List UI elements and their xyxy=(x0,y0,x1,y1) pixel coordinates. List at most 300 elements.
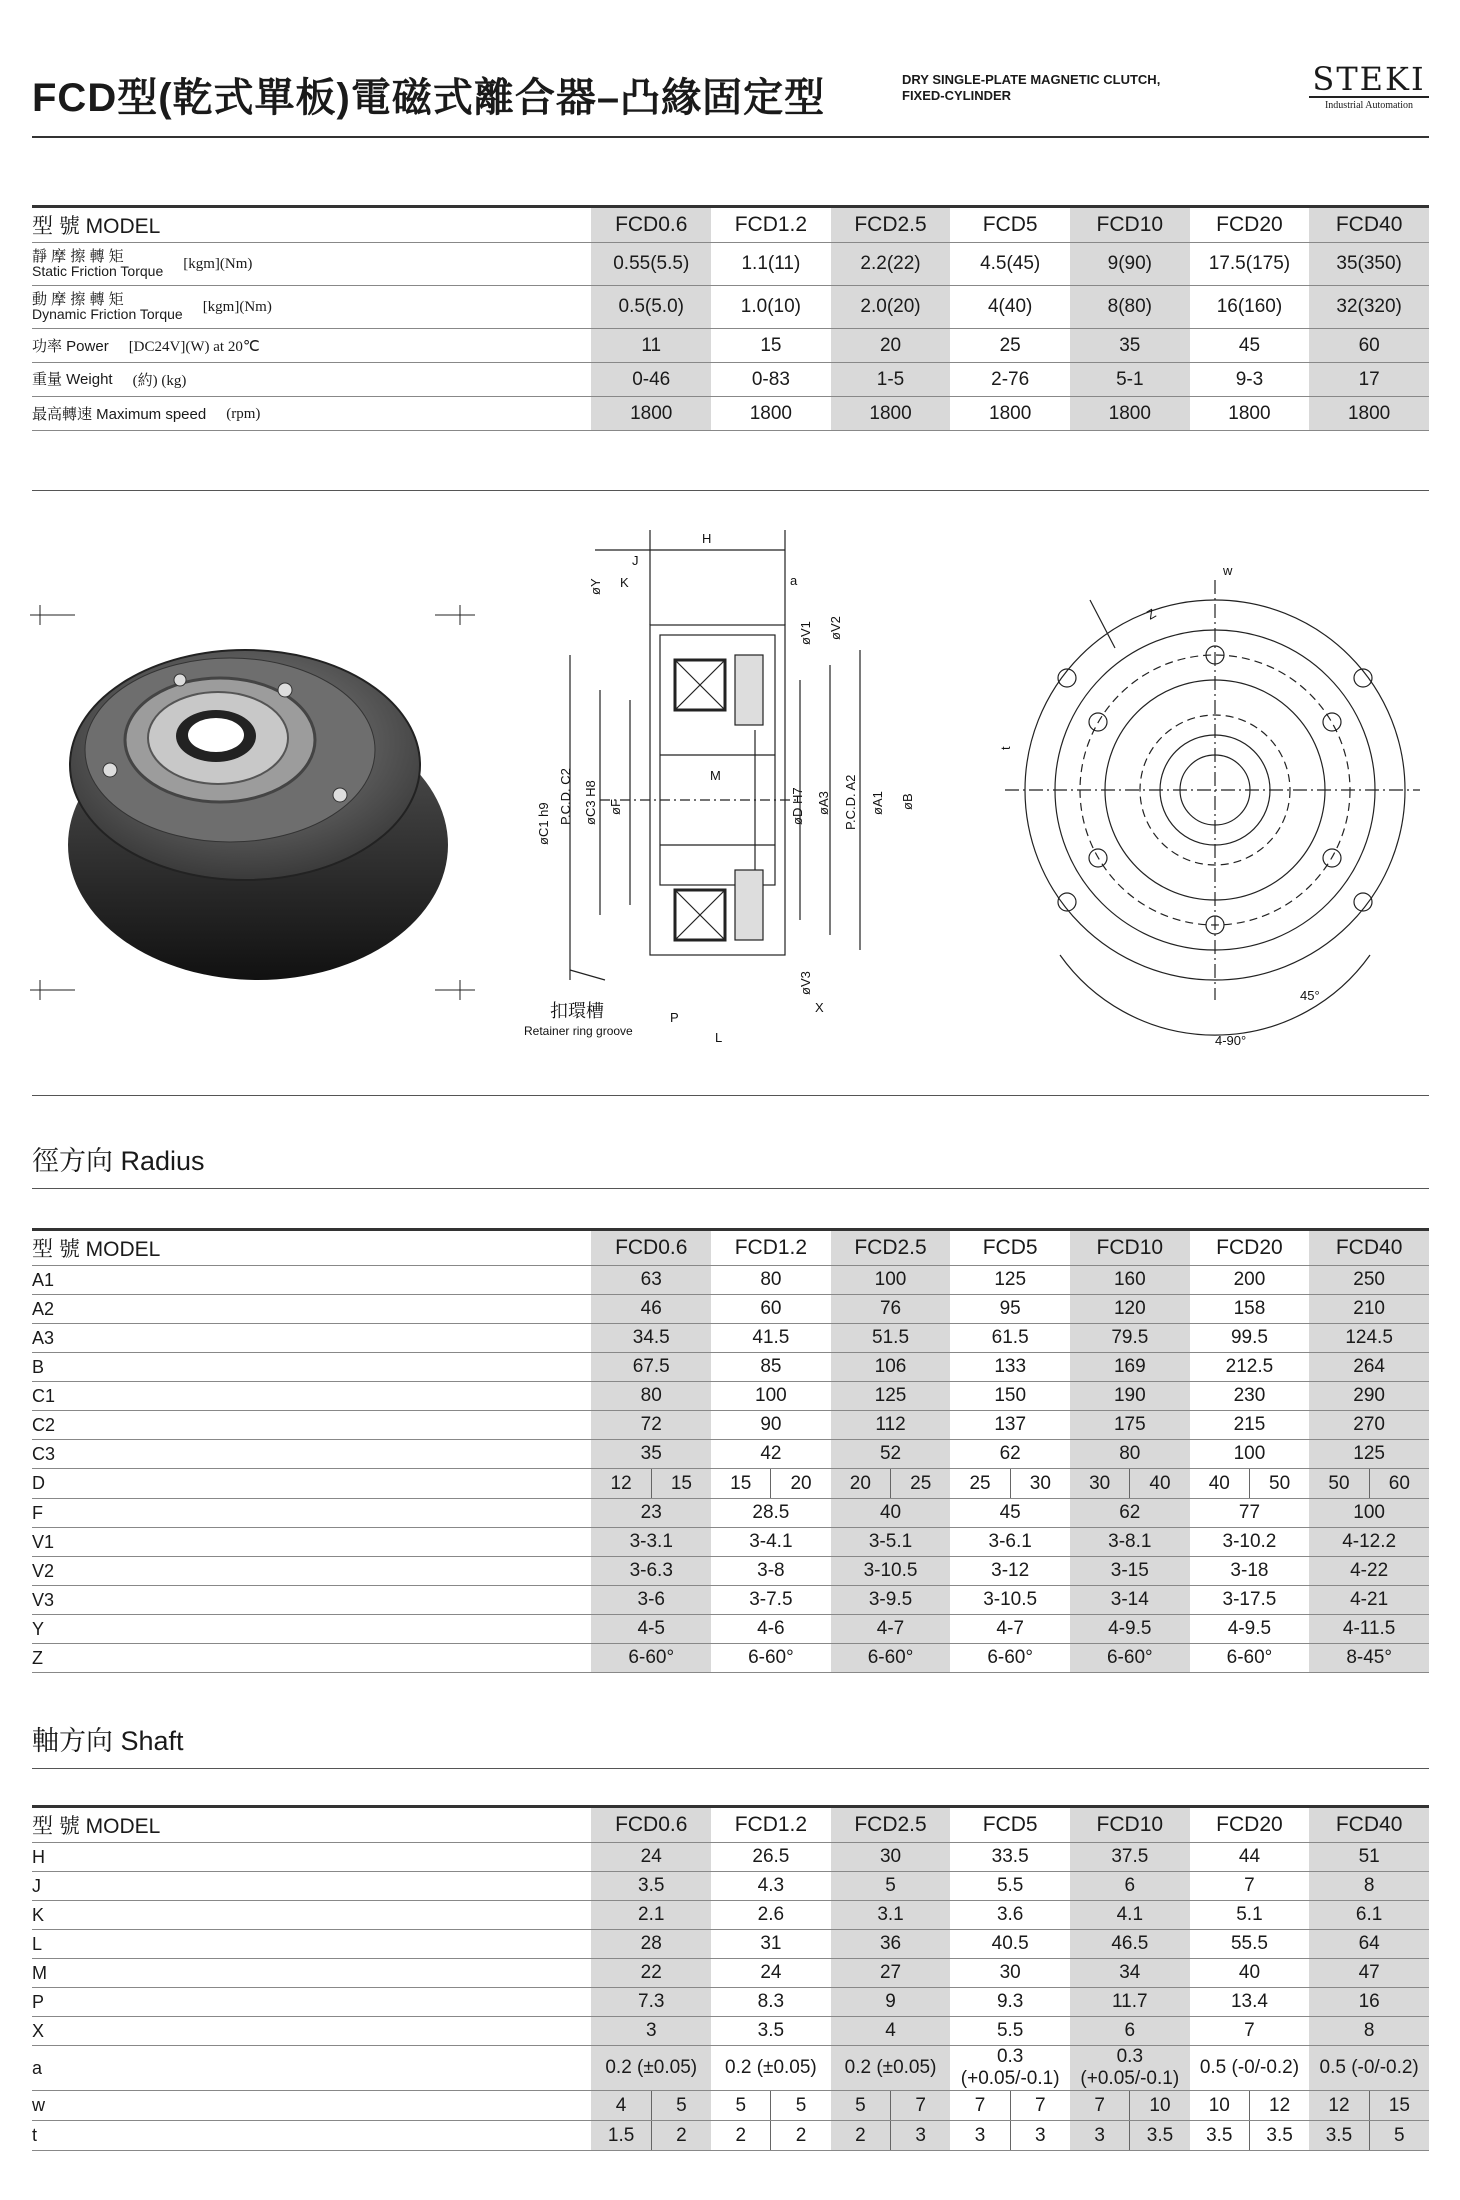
table-cell: 80 xyxy=(1070,1440,1190,1469)
table-cell: 6-60° xyxy=(950,1644,1070,1673)
groove-label-cn: 扣環槽 xyxy=(550,1001,604,1021)
table-cell: 3-15 xyxy=(1070,1557,1190,1586)
radius-section-title: 徑方向 Radius xyxy=(32,1146,205,1176)
table-cell: 6 xyxy=(1070,1872,1190,1901)
table-cell: 190 xyxy=(1070,1382,1190,1411)
table-cell: 3-3.1 xyxy=(591,1528,711,1557)
cell-value: 30 xyxy=(1010,1469,1070,1498)
cell-pair xyxy=(1070,2121,1190,2150)
cell-pair xyxy=(831,2091,951,2120)
section-divider xyxy=(32,490,1429,491)
table-cell: 6 xyxy=(1070,2017,1190,2046)
table-cell: 4-7 xyxy=(831,1615,951,1644)
table-cell: 125 xyxy=(831,1382,951,1411)
table-cell: 45 xyxy=(950,1499,1070,1528)
model-header: FCD20 xyxy=(1190,1230,1310,1266)
table-cell: 3-18 xyxy=(1190,1557,1310,1586)
front-view-drawing xyxy=(980,560,1420,1050)
dim-t: t xyxy=(998,746,1013,750)
table-cell: 46.5 xyxy=(1070,1930,1190,1959)
dim-Y: øY xyxy=(588,578,603,595)
table-row xyxy=(32,286,1429,329)
table-cell: 112 xyxy=(831,1411,951,1440)
table-cell: 24 xyxy=(591,1843,711,1872)
spec-name-cn: 功率 Power xyxy=(32,337,109,355)
table-cell xyxy=(1070,2121,1190,2151)
cell-value: 25 xyxy=(890,1469,950,1498)
table-row xyxy=(32,1843,1429,1872)
table-cell: 40 xyxy=(831,1499,951,1528)
model-header: FCD0.6 xyxy=(591,1807,711,1843)
table-cell: 34 xyxy=(1070,1959,1190,1988)
table-cell: 4 xyxy=(831,2017,951,2046)
angle-4-90: 4-90° xyxy=(1215,1033,1247,1048)
row-label: C3 xyxy=(32,1440,591,1469)
dim-H: H xyxy=(702,531,712,546)
model-header: FCD20 xyxy=(1190,1807,1310,1843)
table-cell: 6.1 xyxy=(1309,1901,1429,1930)
table-cell: 72 xyxy=(591,1411,711,1440)
row-label: t xyxy=(32,2121,591,2151)
table-cell: 77 xyxy=(1190,1499,1310,1528)
table-cell: 4.1 xyxy=(1070,1901,1190,1930)
cell-pair xyxy=(950,1469,1070,1498)
table-cell: 120 xyxy=(1070,1295,1190,1324)
table-cell: 20 xyxy=(831,329,951,363)
table-cell: 3-10.5 xyxy=(831,1557,951,1586)
row-label: a xyxy=(32,2046,591,2091)
table-cell: 5.1 xyxy=(1190,1901,1310,1930)
dim-J: J xyxy=(632,553,639,568)
cell-pair xyxy=(1190,2091,1310,2120)
table-cell: 61.5 xyxy=(950,1324,1070,1353)
cell-value: 3.5 xyxy=(1325,2125,1353,2146)
table-cell: 51 xyxy=(1309,1843,1429,1872)
table-cell: 80 xyxy=(711,1266,831,1295)
table-cell: 1800 xyxy=(1070,397,1190,431)
table-cell: 17 xyxy=(1309,363,1429,397)
table-row xyxy=(32,1901,1429,1930)
radius-section-header xyxy=(32,1140,1429,1189)
cell-pair xyxy=(831,1469,951,1498)
table-cell: 9-3 xyxy=(1190,363,1310,397)
table-row xyxy=(32,397,1429,431)
table-row xyxy=(32,2121,1429,2151)
cell-pair xyxy=(1070,1469,1190,1498)
table-cell xyxy=(1309,2121,1429,2151)
cell-value: 2 xyxy=(770,2121,830,2150)
cell-pair xyxy=(1309,2121,1429,2150)
table-cell: 25 xyxy=(950,329,1070,363)
cell-value: 40 xyxy=(1208,1473,1230,1494)
table-cell: 30 xyxy=(831,1843,951,1872)
table-cell: 1800 xyxy=(1190,397,1310,431)
cell-value: 3 xyxy=(1010,2121,1070,2150)
dim-A1: øA1 xyxy=(870,791,885,815)
table-cell: 16 xyxy=(1309,1988,1429,2017)
table-cell: 5.5 xyxy=(950,1872,1070,1901)
table-cell: 79.5 xyxy=(1070,1324,1190,1353)
table-cell: 76 xyxy=(831,1295,951,1324)
table-cell: 30 xyxy=(950,1959,1070,1988)
cell-value: 15 xyxy=(1369,2091,1429,2120)
table-cell: 212.5 xyxy=(1190,1353,1310,1382)
cell-value: 10 xyxy=(1208,2095,1230,2116)
table-cell: 9 xyxy=(831,1988,951,2017)
dim-D: øD H7 xyxy=(790,787,805,825)
cell-value: 20 xyxy=(849,1473,871,1494)
table-cell: 85 xyxy=(711,1353,831,1382)
cell-value: 3.5 xyxy=(1129,2121,1189,2150)
dim-P: P xyxy=(670,1010,679,1025)
row-label: H xyxy=(32,1843,591,1872)
table-cell: 3.1 xyxy=(831,1901,951,1930)
cell-pair xyxy=(1070,2091,1190,2120)
model-header: FCD5 xyxy=(950,207,1070,243)
model-header: FCD20 xyxy=(1190,207,1310,243)
table-cell xyxy=(831,2091,951,2121)
model-header: FCD10 xyxy=(1070,207,1190,243)
logo-tagline: Industrial Automation xyxy=(1324,100,1414,111)
table-cell: 100 xyxy=(711,1382,831,1411)
table-cell: 27 xyxy=(831,1959,951,1988)
dim-C1: øC1 h9 xyxy=(536,802,551,845)
dim-V3: øV3 xyxy=(798,971,813,995)
table-cell: 45 xyxy=(1190,329,1310,363)
table-cell: 1800 xyxy=(1309,397,1429,431)
model-header: FCD0.6 xyxy=(591,207,711,243)
table-cell: 8.3 xyxy=(711,1988,831,2017)
table-cell: 62 xyxy=(950,1440,1070,1469)
table-cell: 16(160) xyxy=(1190,286,1310,329)
section-divider xyxy=(32,1095,1429,1096)
table-cell: 0.2 (±0.05) xyxy=(591,2046,711,2091)
cell-value: 12 xyxy=(1328,2095,1350,2116)
cell-value: 15 xyxy=(651,1469,711,1498)
table-cell: 32(320) xyxy=(1309,286,1429,329)
table-cell: 1.0(10) xyxy=(711,286,831,329)
table-cell: 3-8 xyxy=(711,1557,831,1586)
table-row xyxy=(32,2046,1429,2091)
spec-row-label xyxy=(32,397,591,431)
row-label: C2 xyxy=(32,1411,591,1440)
cell-value: 3 xyxy=(974,2125,986,2146)
table-cell: 4-21 xyxy=(1309,1586,1429,1615)
logo-wordmark: STEKI xyxy=(1309,62,1429,98)
table-cell: 4-7 xyxy=(950,1615,1070,1644)
table-cell: 9.3 xyxy=(950,1988,1070,2017)
table-cell: 36 xyxy=(831,1930,951,1959)
table-cell xyxy=(1309,1469,1429,1499)
table-cell: 52 xyxy=(831,1440,951,1469)
table-row xyxy=(32,2017,1429,2046)
table-cell: 0.5 (-0/-0.2) xyxy=(1309,2046,1429,2091)
table-cell: 6-60° xyxy=(831,1644,951,1673)
spec-row-label xyxy=(32,243,591,286)
table-row xyxy=(32,1411,1429,1440)
table-cell: 35 xyxy=(1070,329,1190,363)
cell-pair xyxy=(591,2121,711,2150)
table-cell: 124.5 xyxy=(1309,1324,1429,1353)
model-header-label: 型 號 MODEL xyxy=(32,1230,591,1266)
cell-value: 3.5 xyxy=(1206,2125,1233,2146)
dim-F: øF xyxy=(608,799,623,815)
cell-pair xyxy=(591,1469,711,1498)
cell-value: 4 xyxy=(615,2095,627,2116)
table-cell: 0.55(5.5) xyxy=(591,243,711,286)
page-subtitle xyxy=(902,72,1160,104)
table-cell: 3-6.1 xyxy=(950,1528,1070,1557)
table-cell: 6-60° xyxy=(711,1644,831,1673)
table-cell: 0-83 xyxy=(711,363,831,397)
table-cell: 90 xyxy=(711,1411,831,1440)
table-cell: 264 xyxy=(1309,1353,1429,1382)
table-cell: 99.5 xyxy=(1190,1324,1310,1353)
table-cell: 150 xyxy=(950,1382,1070,1411)
table-cell: 137 xyxy=(950,1411,1070,1440)
cell-pair xyxy=(591,2091,711,2120)
model-header: FCD0.6 xyxy=(591,1230,711,1266)
page-title: FCD型(乾式單板)電磁式離合器–凸緣固定型 xyxy=(32,76,826,120)
spec-name-cn: 最高轉速 Maximum speed xyxy=(32,405,207,423)
spec-name xyxy=(32,339,109,354)
cell-pair xyxy=(950,2121,1070,2150)
row-label: Z xyxy=(32,1644,591,1673)
cell-value: 5 xyxy=(735,2095,747,2116)
angle-45: 45° xyxy=(1300,988,1320,1003)
dim-V2: øV2 xyxy=(828,616,843,640)
cell-value: 25 xyxy=(969,1473,991,1494)
table-cell: 8 xyxy=(1309,1872,1429,1901)
row-label: A2 xyxy=(32,1295,591,1324)
table-cell: 0.2 (±0.05) xyxy=(711,2046,831,2091)
cell-value: 2 xyxy=(735,2125,747,2146)
row-label: P xyxy=(32,1988,591,2017)
spec-name-cn: 靜 摩 擦 轉 矩 xyxy=(32,248,124,265)
model-header: FCD1.2 xyxy=(711,207,831,243)
table-row xyxy=(32,1930,1429,1959)
table-cell: 210 xyxy=(1309,1295,1429,1324)
subtitle-line-1: DRY SINGLE-PLATE MAGNETIC CLUTCH, xyxy=(902,72,1161,87)
dim-C2: P.C.D. C2 xyxy=(558,768,573,825)
table-cell: 23 xyxy=(591,1499,711,1528)
table-cell: 28 xyxy=(591,1930,711,1959)
dim-A2: P.C.D. A2 xyxy=(843,774,858,830)
spec-row-label xyxy=(32,286,591,329)
dim-w: w xyxy=(1223,563,1233,578)
cell-pair xyxy=(1190,2121,1310,2150)
table-cell: 28.5 xyxy=(711,1499,831,1528)
row-label: L xyxy=(32,1930,591,1959)
table-cell: 3-12 xyxy=(950,1557,1070,1586)
table-cell: 6-60° xyxy=(591,1644,711,1673)
spec-name-en: Dynamic Friction Torque xyxy=(32,306,183,322)
model-header: FCD5 xyxy=(950,1230,1070,1266)
dim-a: a xyxy=(790,573,798,588)
spec-name xyxy=(32,249,163,279)
table-row xyxy=(32,1295,1429,1324)
table-row xyxy=(32,1440,1429,1469)
row-label: C1 xyxy=(32,1382,591,1411)
table-row xyxy=(32,1353,1429,1382)
shaft-section-header xyxy=(32,1720,1429,1769)
cell-value: 5 xyxy=(651,2091,711,2120)
table-cell: 100 xyxy=(1190,1440,1310,1469)
table-cell: 4-9.5 xyxy=(1070,1615,1190,1644)
table-cell: 125 xyxy=(950,1266,1070,1295)
table-cell: 3-8.1 xyxy=(1070,1528,1190,1557)
cell-value: 7 xyxy=(974,2095,986,2116)
cell-value: 7 xyxy=(1010,2091,1070,2120)
table-cell: 46 xyxy=(591,1295,711,1324)
table-cell: 8-45° xyxy=(1309,1644,1429,1673)
spec-unit: [kgm](Nm) xyxy=(183,255,253,272)
spec-name-cn: 重量 Weight xyxy=(32,371,113,389)
table-cell: 0.3 (+0.05/-0.1) xyxy=(1070,2046,1190,2091)
model-header: FCD10 xyxy=(1070,1807,1190,1843)
table-cell: 4-5 xyxy=(591,1615,711,1644)
table-cell: 3-6.3 xyxy=(591,1557,711,1586)
spec-name-en: Static Friction Torque xyxy=(32,263,164,279)
table-cell: 160 xyxy=(1070,1266,1190,1295)
cell-value: 50 xyxy=(1328,1473,1350,1494)
model-header: FCD2.5 xyxy=(831,207,951,243)
table-cell: 13.4 xyxy=(1190,1988,1310,2017)
cell-value: 2 xyxy=(651,2121,711,2150)
row-label: F xyxy=(32,1499,591,1528)
table-cell: 24 xyxy=(711,1959,831,1988)
table-cell: 0.3 (+0.05/-0.1) xyxy=(950,2046,1070,2091)
dim-V1: øV1 xyxy=(798,621,813,645)
table-cell: 11.7 xyxy=(1070,1988,1190,2017)
table-cell: 63 xyxy=(591,1266,711,1295)
cell-pair xyxy=(711,2121,831,2150)
table-row xyxy=(32,2091,1429,2121)
table-cell: 1800 xyxy=(831,397,951,431)
model-header: FCD40 xyxy=(1309,1230,1429,1266)
table-cell: 11 xyxy=(591,329,711,363)
row-label: D xyxy=(32,1469,591,1499)
dim-C3: øC3 H8 xyxy=(583,780,598,825)
spec-unit: (rpm) xyxy=(226,405,261,422)
table-cell: 1-5 xyxy=(831,363,951,397)
table-cell: 3-5.1 xyxy=(831,1528,951,1557)
row-label: V3 xyxy=(32,1586,591,1615)
cell-pair xyxy=(1190,1469,1310,1498)
spec-table xyxy=(32,205,1429,431)
row-label: V1 xyxy=(32,1528,591,1557)
table-cell: 7 xyxy=(1190,2017,1310,2046)
table-cell: 5.5 xyxy=(950,2017,1070,2046)
spec-unit: [kgm](Nm) xyxy=(202,298,272,315)
table-cell: 6-60° xyxy=(1070,1644,1190,1673)
table-cell: 4.5(45) xyxy=(950,243,1070,286)
table-cell xyxy=(831,2121,951,2151)
table-cell: 3-7.5 xyxy=(711,1586,831,1615)
cell-pair xyxy=(711,2091,831,2120)
table-cell: 15 xyxy=(711,329,831,363)
table-cell: 41.5 xyxy=(711,1324,831,1353)
table-cell: 47 xyxy=(1309,1959,1429,1988)
model-header: FCD10 xyxy=(1070,1230,1190,1266)
cell-value: 60 xyxy=(1369,1469,1429,1498)
cell-value: 2 xyxy=(855,2125,866,2146)
table-cell: 175 xyxy=(1070,1411,1190,1440)
dim-Z: Z xyxy=(1144,605,1159,623)
cell-value: 3.5 xyxy=(1249,2121,1309,2150)
table-cell: 4-6 xyxy=(711,1615,831,1644)
radius-table xyxy=(32,1228,1429,1673)
table-cell: 106 xyxy=(831,1353,951,1382)
table-cell: 4-11.5 xyxy=(1309,1615,1429,1644)
table-cell: 5-1 xyxy=(1070,363,1190,397)
row-label: Y xyxy=(32,1615,591,1644)
cell-value: 5 xyxy=(855,2095,866,2116)
table-row xyxy=(32,1382,1429,1411)
cell-value: 20 xyxy=(770,1469,830,1498)
table-cell xyxy=(950,2091,1070,2121)
spec-name xyxy=(32,372,113,387)
table-row xyxy=(32,1988,1429,2017)
table-cell: 7 xyxy=(1190,1872,1310,1901)
cell-value: 10 xyxy=(1129,2091,1189,2120)
table-cell: 33.5 xyxy=(950,1843,1070,1872)
table-cell: 270 xyxy=(1309,1411,1429,1440)
table-cell: 2.6 xyxy=(711,1901,831,1930)
model-header: FCD1.2 xyxy=(711,1807,831,1843)
table-cell: 7.3 xyxy=(591,1988,711,2017)
table-cell: 62 xyxy=(1070,1499,1190,1528)
table-cell: 2.0(20) xyxy=(831,286,951,329)
cell-value: 50 xyxy=(1249,1469,1309,1498)
dim-B: øB xyxy=(900,793,915,810)
table-cell: 3-10.5 xyxy=(950,1586,1070,1615)
table-cell: 6-60° xyxy=(1190,1644,1310,1673)
shaft-section-title: 軸方向 Shaft xyxy=(32,1726,184,1756)
cell-pair xyxy=(1309,1469,1429,1498)
subtitle-line-2: FIXED-CYLINDER xyxy=(902,88,1012,103)
table-cell: 4(40) xyxy=(950,286,1070,329)
table-cell: 158 xyxy=(1190,1295,1310,1324)
table-cell: 2-76 xyxy=(950,363,1070,397)
spec-row-label xyxy=(32,363,591,397)
cell-value: 30 xyxy=(1089,1473,1111,1494)
table-row xyxy=(32,1615,1429,1644)
table-cell: 1800 xyxy=(711,397,831,431)
table-cell: 35 xyxy=(591,1440,711,1469)
table-cell: 200 xyxy=(1190,1266,1310,1295)
table-cell xyxy=(1190,2121,1310,2151)
table-cell xyxy=(711,2091,831,2121)
table-cell: 0-46 xyxy=(591,363,711,397)
table-cell: 1.1(11) xyxy=(711,243,831,286)
cross-section-drawing xyxy=(510,525,930,1055)
row-label: M xyxy=(32,1959,591,1988)
table-cell: 3-17.5 xyxy=(1190,1586,1310,1615)
table-cell: 0.2 (±0.05) xyxy=(831,2046,951,2091)
table-cell: 0.5(5.0) xyxy=(591,286,711,329)
table-cell: 1800 xyxy=(950,397,1070,431)
table-cell: 55.5 xyxy=(1190,1930,1310,1959)
dim-K: K xyxy=(620,575,629,590)
table-cell xyxy=(950,2121,1070,2151)
cell-value: 5 xyxy=(770,2091,830,2120)
table-cell: 40 xyxy=(1190,1959,1310,1988)
table-cell: 4-12.2 xyxy=(1309,1528,1429,1557)
table-cell: 26.5 xyxy=(711,1843,831,1872)
table-row xyxy=(32,329,1429,363)
table-cell xyxy=(1190,2091,1310,2121)
